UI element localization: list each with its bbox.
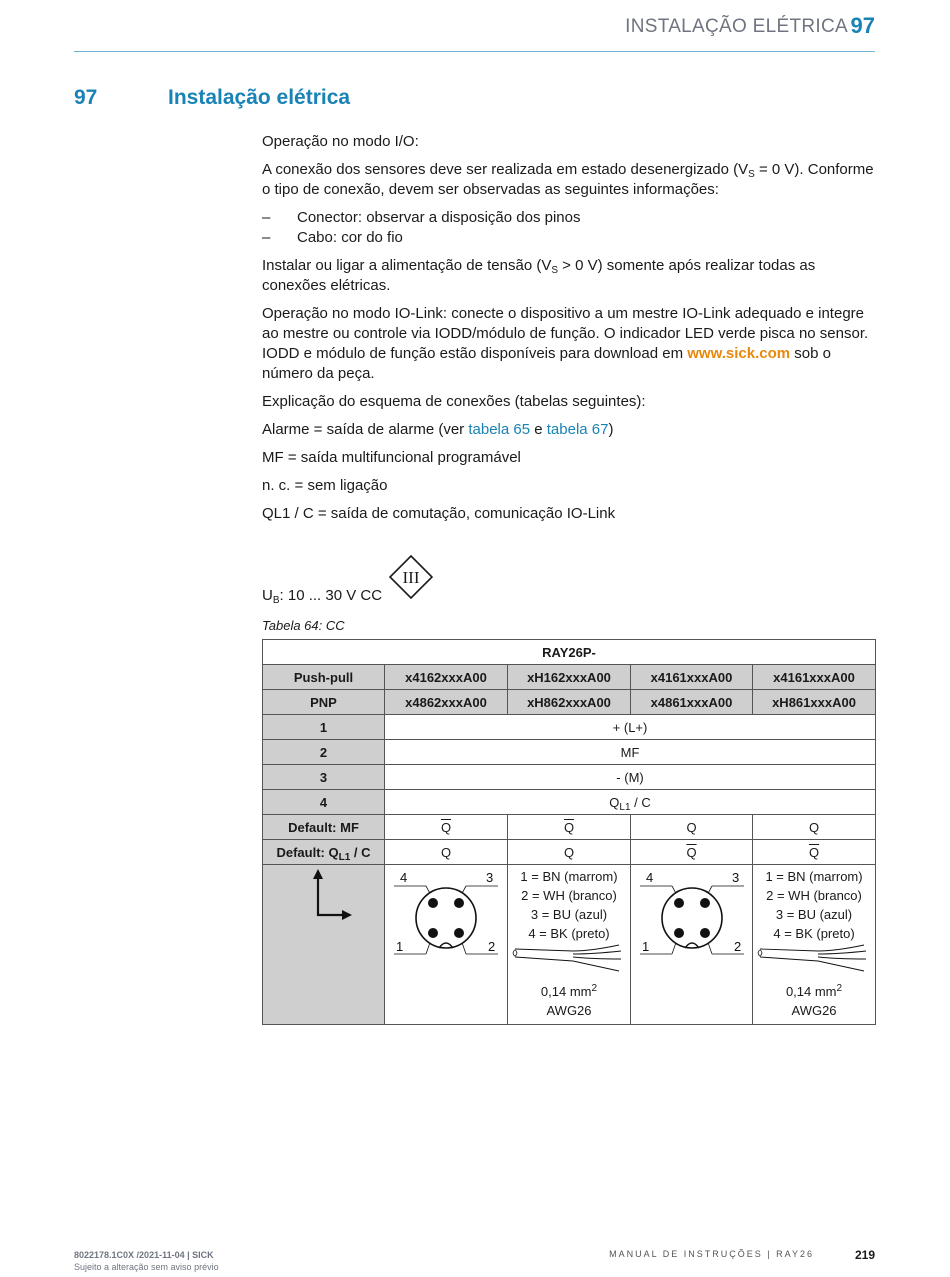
- paragraph-io-link: Operação no modo IO-Link: conecte o dispositivo a um mestre IO-Link adequado e integre ao mestre ou controle via IODD/módulo de função. O indicador LED verde pisca no sensor. IODD e módulo de função estão disponíveis para download em www.sick.com sob o número da peça.: [262, 305, 869, 382]
- connector-pinout-cell: [631, 865, 753, 1025]
- connection-table: [262, 639, 876, 1025]
- svg-text:3: 3: [486, 870, 494, 885]
- m8-connector-pinout-icon: [386, 868, 506, 958]
- table-65-link[interactable]: tabela 65: [468, 421, 531, 438]
- paragraph-io-mode: Operação no modo I/O:: [262, 133, 419, 150]
- svg-text:2: 2: [733, 939, 741, 954]
- m8-connector-pinout-icon: [632, 868, 752, 958]
- sick-website-link[interactable]: www.sick.com: [687, 345, 791, 362]
- paragraph-power: Instalar ou ligar a alimentação de tensão ($V_S > 0$ V) somente após realizar todas as conexões elétricas.: [262, 257, 816, 294]
- table-row: [263, 865, 876, 1025]
- wiring-cell: 1 = BN (marrom) 2 = WH (branco) 3 = BU (azul) 4 = BK (preto) 0,14 $mm^2$ AWG26: [508, 865, 631, 1025]
- paragraph-schema-explanation: Explicação do esquema de conexões (tabelas seguintes):: [262, 393, 646, 410]
- svg-text:1: 1: [396, 939, 404, 954]
- page-number: 219: [854, 1248, 875, 1262]
- angled-connector-arrow-icon: [294, 867, 354, 927]
- table-row: [263, 640, 876, 665]
- table-row: Default: MF $\overline{Q}$ $\overline{Q}$ Q Q: [263, 815, 876, 840]
- running-header-title: INSTALAÇÃO ELÉTRICA: [625, 16, 848, 37]
- section-number: 97: [74, 86, 98, 109]
- table-row: Default: $Q_{L1}$ / C Q Q $\overline{Q}$ $\overline{Q}$: [263, 840, 876, 865]
- table-row: 4 $Q_{L1}$ / C: [263, 790, 876, 815]
- svg-text:2: 2: [488, 939, 496, 954]
- protection-class-iii-icon: [389, 555, 433, 599]
- paragraph-mf: MF = saída multifuncional programável: [262, 449, 521, 466]
- footer-manual-title: MANUAL DE INSTRUÇÕES | RAY26: [609, 1249, 814, 1259]
- list-item: – Cabo: cor do fio: [262, 229, 403, 246]
- paragraph-ql1: QL1 / C = saída de comutação, comunicação IO-Link: [262, 505, 616, 522]
- table-caption: Tabela 64: CC: [262, 618, 345, 633]
- cable-icon: [511, 943, 627, 975]
- cable-icon: [756, 943, 872, 975]
- paragraph-nc: n. c. = sem ligação: [262, 477, 388, 494]
- table-67-link[interactable]: tabela 67: [546, 421, 609, 438]
- table-row: 3 - (M): [263, 765, 876, 790]
- running-header-number: 97: [850, 13, 875, 38]
- footer-doc-info: 8022178.1C0X /2021-11-04 | SICK Sujeito a alteração sem aviso prévio: [74, 1250, 219, 1272]
- table-row: 2 MF: [263, 740, 876, 765]
- supply-voltage: $U_B$: 10 ... 30 V CC: [262, 587, 383, 606]
- connector-pinout-cell: [385, 865, 508, 1025]
- list-item: – Conector: observar a disposição dos pinos: [262, 209, 581, 226]
- table-row: PNP x4862xxxA00 xH862xxxA00 x4861xxxA00 xH861xxxA00: [263, 690, 876, 715]
- connection-info-list: [262, 208, 877, 248]
- svg-text:4: 4: [645, 870, 653, 885]
- svg-text:III: III: [402, 568, 420, 587]
- svg-text:1: 1: [641, 939, 649, 954]
- paragraph-alarm: Alarme = saída de alarme (ver tabela 65 e tabela 67): [262, 421, 614, 438]
- svg-text:3: 3: [731, 870, 739, 885]
- svg-text:4: 4: [400, 870, 408, 885]
- section-title: Instalação elétrica: [168, 86, 351, 109]
- table-row: 1 + (L+): [263, 715, 876, 740]
- table-title: RAY26P-: [263, 640, 876, 665]
- header-divider: [74, 51, 875, 52]
- body-text: [262, 132, 877, 532]
- wiring-cell: 1 = BN (marrom) 2 = WH (branco) 3 = BU (azul) 4 = BK (preto) 0,14 $mm^2$ AWG26: [753, 865, 876, 1025]
- connection-direction-cell: [263, 865, 385, 1025]
- table-row: Push-pull x4162xxxA00 xH162xxxA00 x4161xxxA00 x4161xxxA00: [263, 665, 876, 690]
- paragraph-connection: A conexão dos sensores deve ser realizada em estado desenergizado ($V_S = 0$ V). Conforme o tipo de conexão, devem ser observadas as seguintes informações:: [262, 161, 874, 198]
